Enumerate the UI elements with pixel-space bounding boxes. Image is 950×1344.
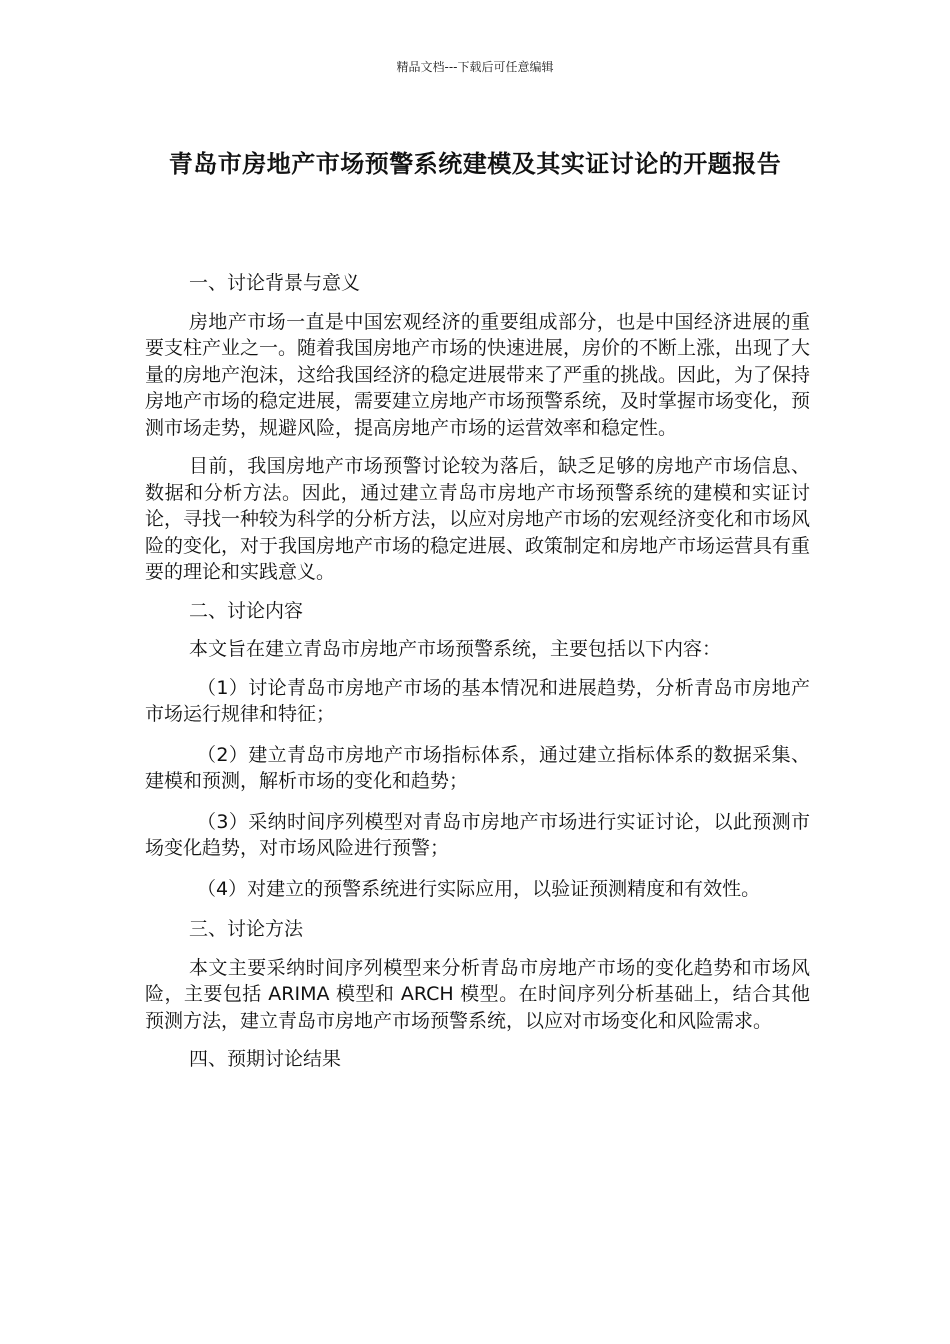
paragraph: 房地产市场一直是中国宏观经济的重要组成部分，也是中国经济进展的重要支柱产业之一。随着我国房地产市场的快速进展，房价的不断上涨，出现了大量的房地产泡沫，这给我国经济的稳定进展带来了严重的挑战。因此，为了保持房地产市场的稳定进展，需要建立房地产市场预警系统，及时掌握市场变化，预测市场走势，规避风险，提高房地产市场的运营效率和稳定性。 [145,310,811,439]
section-heading-method: 三、讨论方法 [189,918,304,940]
section-heading-background: 一、讨论背景与意义 [189,272,361,294]
paragraph: 目前，我国房地产市场预警讨论较为落后，缺乏足够的房地产市场信息、数据和分析方法。因此，通过建立青岛市房地产市场预警系统的建模和实证讨论，寻找一种较为科学的分析方法，以应对房地产市场的宏观经济变化和市场风险的变化，对于我国房地产市场的稳定进展、政策制定和房地产市场运营具有重要的理论和实践意义。 [145,455,811,583]
paragraph: 本文旨在建立青岛市房地产市场预警系统，主要包括以下内容： [189,638,722,660]
list-item: （2）建立青岛市房地产市场指标体系，通过建立指标体系的数据采集、建模和预测，解析市场的变化和趋势； [145,743,810,792]
header-note: 精品文档---下载后可任意编辑 [396,60,554,74]
document-title: 青岛市房地产市场预警系统建模及其实证讨论的开题报告 [168,150,782,178]
section-heading-content: 二、讨论内容 [189,599,304,622]
section-heading-results: 四、预期讨论结果 [189,1048,342,1070]
list-item: （1）讨论青岛市房地产市场的基本情况和进展趋势，分析青岛市房地产市场运行规律和特征； [145,676,810,725]
paragraph: 本文主要采纳时间序列模型来分析青岛市房地产市场的变化趋势和市场风险，主要包括 ARIMA 模型和 ARCH 模型。在时间序列分析基础上，结合其他预测方法，建立青岛市房地产市场预警系统，以应对市场变化和风险需求。 [145,956,810,1032]
list-item: （4）对建立的预警系统进行实际应用，以验证预测精度和有效性。 [197,877,761,900]
list-item: （3）采纳时间序列模型对青岛市房地产市场进行实证讨论，以此预测市场变化趋势，对市场风险进行预警； [145,810,810,859]
document-body [145,270,810,1085]
